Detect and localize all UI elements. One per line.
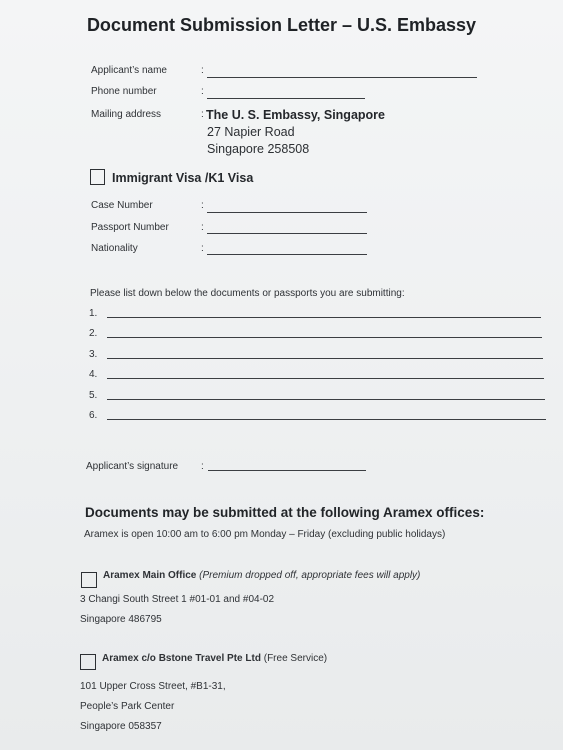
nationality-label: Nationality: [91, 243, 138, 254]
main-office-name: Aramex Main Office: [103, 570, 197, 581]
immigrant-visa-checkbox[interactable]: [90, 169, 105, 185]
bstone-checkbox[interactable]: [80, 654, 96, 670]
bstone-address-line-1: 101 Upper Cross Street, #B1-31,: [80, 681, 226, 692]
list-item-number: 3.: [89, 349, 98, 360]
document-title: Document Submission Letter – U.S. Embassy: [86, 15, 477, 35]
main-office-address-line-1: 3 Changi South Street 1 #01-01 and #04-02: [80, 594, 275, 605]
aramex-heading: Documents may be submitted at the following Aramex offices:: [85, 505, 485, 520]
main-office-address-line-2: Singapore 486795: [80, 614, 162, 625]
document-line-6[interactable]: [107, 419, 546, 420]
document-line-3[interactable]: [107, 358, 543, 359]
signature-label: Applicant’s signature: [86, 461, 179, 472]
bstone-address-line-3: Singapore 058357: [80, 721, 162, 732]
colon: :: [201, 86, 204, 97]
bstone-address-line-2: People’s Park Center: [80, 701, 175, 712]
colon: :: [201, 200, 204, 211]
passport-number-label: Passport Number: [91, 222, 169, 233]
document-line-2[interactable]: [107, 337, 542, 338]
main-office-checkbox[interactable]: [81, 572, 97, 588]
colon: :: [201, 461, 204, 472]
colon: :: [201, 243, 204, 254]
list-item-number: 2.: [89, 328, 98, 339]
passport-number-field[interactable]: [207, 233, 367, 234]
signature-field[interactable]: [208, 470, 366, 471]
colon: :: [201, 109, 204, 120]
list-item-number: 5.: [89, 390, 98, 401]
address-line-2: 27 Napier Road: [207, 125, 295, 139]
phone-number-field[interactable]: [207, 98, 365, 99]
aramex-hours: Aramex is open 10:00 am to 6:00 pm Monday – Friday (excluding public holidays): [84, 529, 446, 540]
main-office-label: [103, 570, 420, 581]
document-line-5[interactable]: [107, 399, 545, 400]
list-item-number: 6.: [89, 410, 98, 421]
bstone-label: [102, 653, 327, 664]
main-office-note: (Premium dropped off, appropriate fees will apply): [199, 570, 421, 581]
case-number-field[interactable]: [207, 212, 367, 213]
document-line-1[interactable]: [107, 317, 541, 318]
bstone-note: (Free Service): [263, 653, 328, 664]
colon: :: [201, 222, 204, 233]
applicant-name-label: Applicant’s name: [91, 65, 167, 76]
case-number-label: Case Number: [91, 200, 153, 211]
colon: :: [201, 65, 204, 76]
list-item-number: 4.: [89, 369, 98, 380]
phone-number-label: Phone number: [91, 86, 157, 97]
address-line-3: Singapore 258508: [207, 142, 310, 156]
document-line-4[interactable]: [107, 378, 544, 379]
applicant-name-field[interactable]: [207, 77, 477, 78]
bstone-name: Aramex c/o Bstone Travel Pte Ltd: [102, 653, 261, 664]
immigrant-visa-label: Immigrant Visa /K1 Visa: [112, 171, 254, 185]
address-line-1: The U. S. Embassy, Singapore: [206, 108, 385, 122]
list-item-number: 1.: [89, 308, 98, 319]
mailing-address-label: Mailing address: [91, 109, 162, 120]
documents-instruction: Please list down below the documents or passports you are submitting:: [90, 288, 405, 299]
nationality-field[interactable]: [207, 254, 367, 255]
